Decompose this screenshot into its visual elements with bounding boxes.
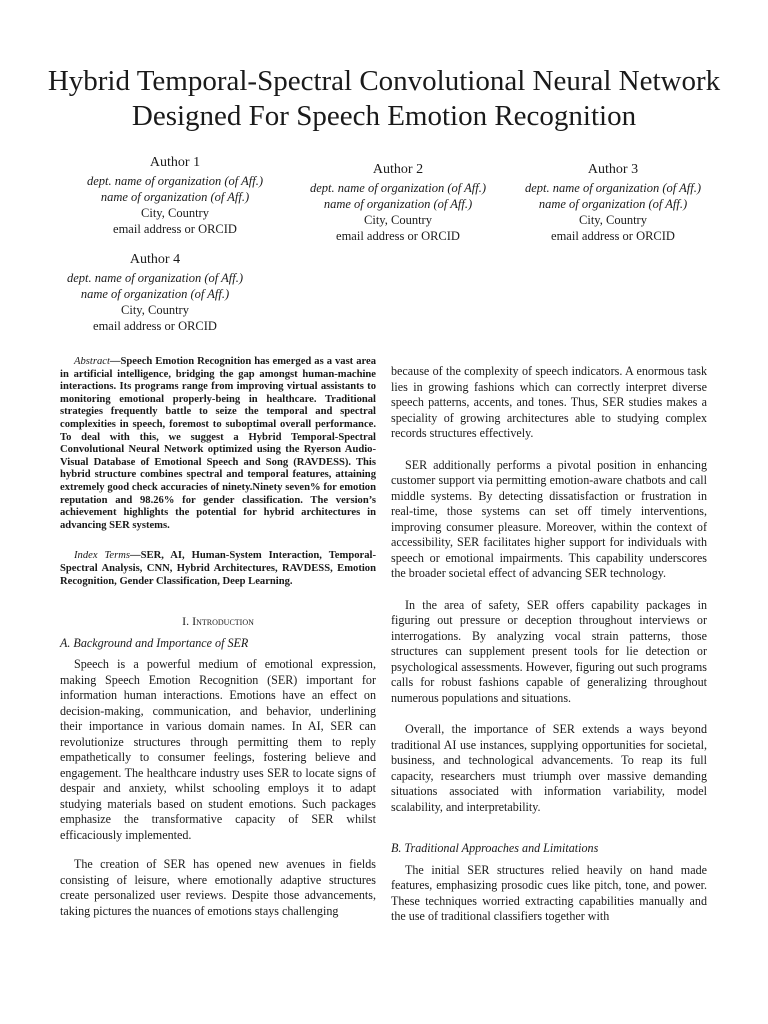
author-name: Author 4: [129, 252, 181, 267]
author-email: email address or ORCID: [336, 229, 460, 243]
section-heading-introduction: [60, 614, 376, 630]
body-paragraph: because of the complexity of speech indicators. A enormous task lies in growing fashions which can correctly interpret diverse speech patterns, accents, and tones. Thus, SER studies makes a speciality of growing architectures able to studying complex records structures effectively.: [391, 364, 707, 440]
author-dept: dept. name of organization (of Aff.): [66, 271, 244, 285]
left-column: [60, 356, 376, 933]
author-email: email address or ORCID: [113, 222, 237, 236]
author-dept: dept. name of organization (of Aff.): [524, 181, 702, 195]
author-org: name of organization (of Aff.): [100, 190, 250, 204]
subsection-heading-b: B. Traditional Approaches and Limitations: [391, 841, 599, 855]
author-dept: dept. name of organization (of Aff.): [309, 181, 487, 195]
author-name: Author 1: [149, 155, 201, 170]
author-block-2: [283, 161, 513, 244]
abstract: [60, 356, 376, 532]
author-block-3: [498, 161, 728, 244]
author-block-1: [60, 154, 290, 237]
body-paragraph: The initial SER structures relied heavily on hand made features, emphasizing prosodic cues like pitch, tone, and power. These techniques worried extracting capabilities manually and the use of traditional classifiers together with: [391, 862, 707, 923]
author-org: name of organization (of Aff.): [80, 287, 230, 301]
body-paragraph: Overall, the importance of SER extends a ways beyond traditional AI use instances, supplying opportunities for societal, business, and technological advancements. To reap its full capacity, researchers must triumph over massive demanding situations associated with information variability, model scalability, and interpretability.: [391, 722, 707, 814]
author-block-4: [40, 251, 270, 334]
author-city: City, Country: [141, 206, 209, 220]
author-name: Author 3: [587, 162, 639, 177]
right-column: [391, 364, 707, 941]
author-city: City, Country: [121, 303, 189, 317]
paper-title: Hybrid Temporal-Spectral Convolutional Neural Network Designed For Speech Emotion Recognition: [47, 65, 721, 132]
author-email: email address or ORCID: [93, 319, 217, 333]
author-city: City, Country: [364, 213, 432, 227]
index-terms-label: Index Terms: [74, 550, 131, 562]
author-name: Author 2: [372, 162, 424, 177]
subsection-heading-a: A. Background and Importance of SER: [60, 635, 249, 650]
author-org: name of organization (of Aff.): [538, 197, 688, 211]
index-terms-text: —SER, AI, Human-System Interaction, Temporal- Spectral Analysis, CNN, Hybrid Architectures, RAVDESS, Emotion Recognition, Gender Classification, Deep Learning.: [60, 550, 376, 587]
body-paragraph: Speech is a powerful medium of emotional expression, making Speech Emotion Recognition (SER) important for information human interactions. Emotions have an effect on decision-making, communication, and behavior, underlining their importance in various domain names. In AI, SER can revolutionize structures through permitting them to reply empathetically to consumer feelings, fostering believe and engagement. The healthcare industry uses SER to locate signs of despair and anxiety, whilst schooling employs it to adapt studying materials based on student emotions. Such packages emphasize the transformative capacity of SER whilst efficaciously implemented.: [60, 657, 376, 842]
section-number: I.: [182, 614, 190, 629]
body-paragraph: The creation of SER has opened new avenues in fields consisting of leisure, where emotionally adaptive structures create personalized user reviews. Despite those advancements, taking pictures the nuances of emotions stays challenging: [60, 857, 376, 918]
author-org: name of organization (of Aff.): [323, 197, 473, 211]
author-city: City, Country: [579, 213, 647, 227]
body-paragraph: In the area of safety, SER offers capability packages in figuring out pressure or deception throughout interviews or interrogations. By analyzing vocal strain patterns, those structures can supplement present tools for lie detection or psychological assessments. However, figuring out such programs calls for robust fashions capable of generalizing throughout numerous populations and situations.: [391, 597, 707, 705]
section-title: Introduction: [192, 614, 254, 629]
author-dept: dept. name of organization (of Aff.): [86, 174, 264, 188]
abstract-text: —Speech Emotion Recognition has emerged as a vast area in artificial intelligence, bridging the gap amongst human-machine interactions. Its programs range from improving virtual assistants to monitoring emotional properly-being in healthcare. Traditional strategies frequently battle to seize the temporal and spectral complexities in speech, foremost to suboptimal overall performance. To deal with this, we suggest a Hybrid Temporal-Spectral Convolutional Neural Network optimized using the Ryerson Audio-Visual Database of Emotional Speech and Song (RAVDESS). This hybrid structure combines spectral and temporal features, attaining extremely good check accuracies of ninety.Ninety seven% for emotion reputation and 98.26% for gender classification. The version’s achievement highlights the potential for hybrid architectures in advancing SER systems.: [60, 356, 376, 531]
body-paragraph: SER additionally performs a pivotal position in enhancing customer support via permitting emotion-aware chatbots and call middle systems. By detecting dissatisfaction or frustration in real-time, those systems can set off timely interventions, improving consumer pleasure. Moreover, within the context of accessibility, SER facilitates higher support for individuals with speech or emotional impairments. This capability underscores the broader societal effect of advancing SER technology.: [391, 457, 707, 580]
abstract-label: Abstract: [74, 356, 110, 367]
index-terms: [60, 550, 376, 588]
author-email: email address or ORCID: [551, 229, 675, 243]
